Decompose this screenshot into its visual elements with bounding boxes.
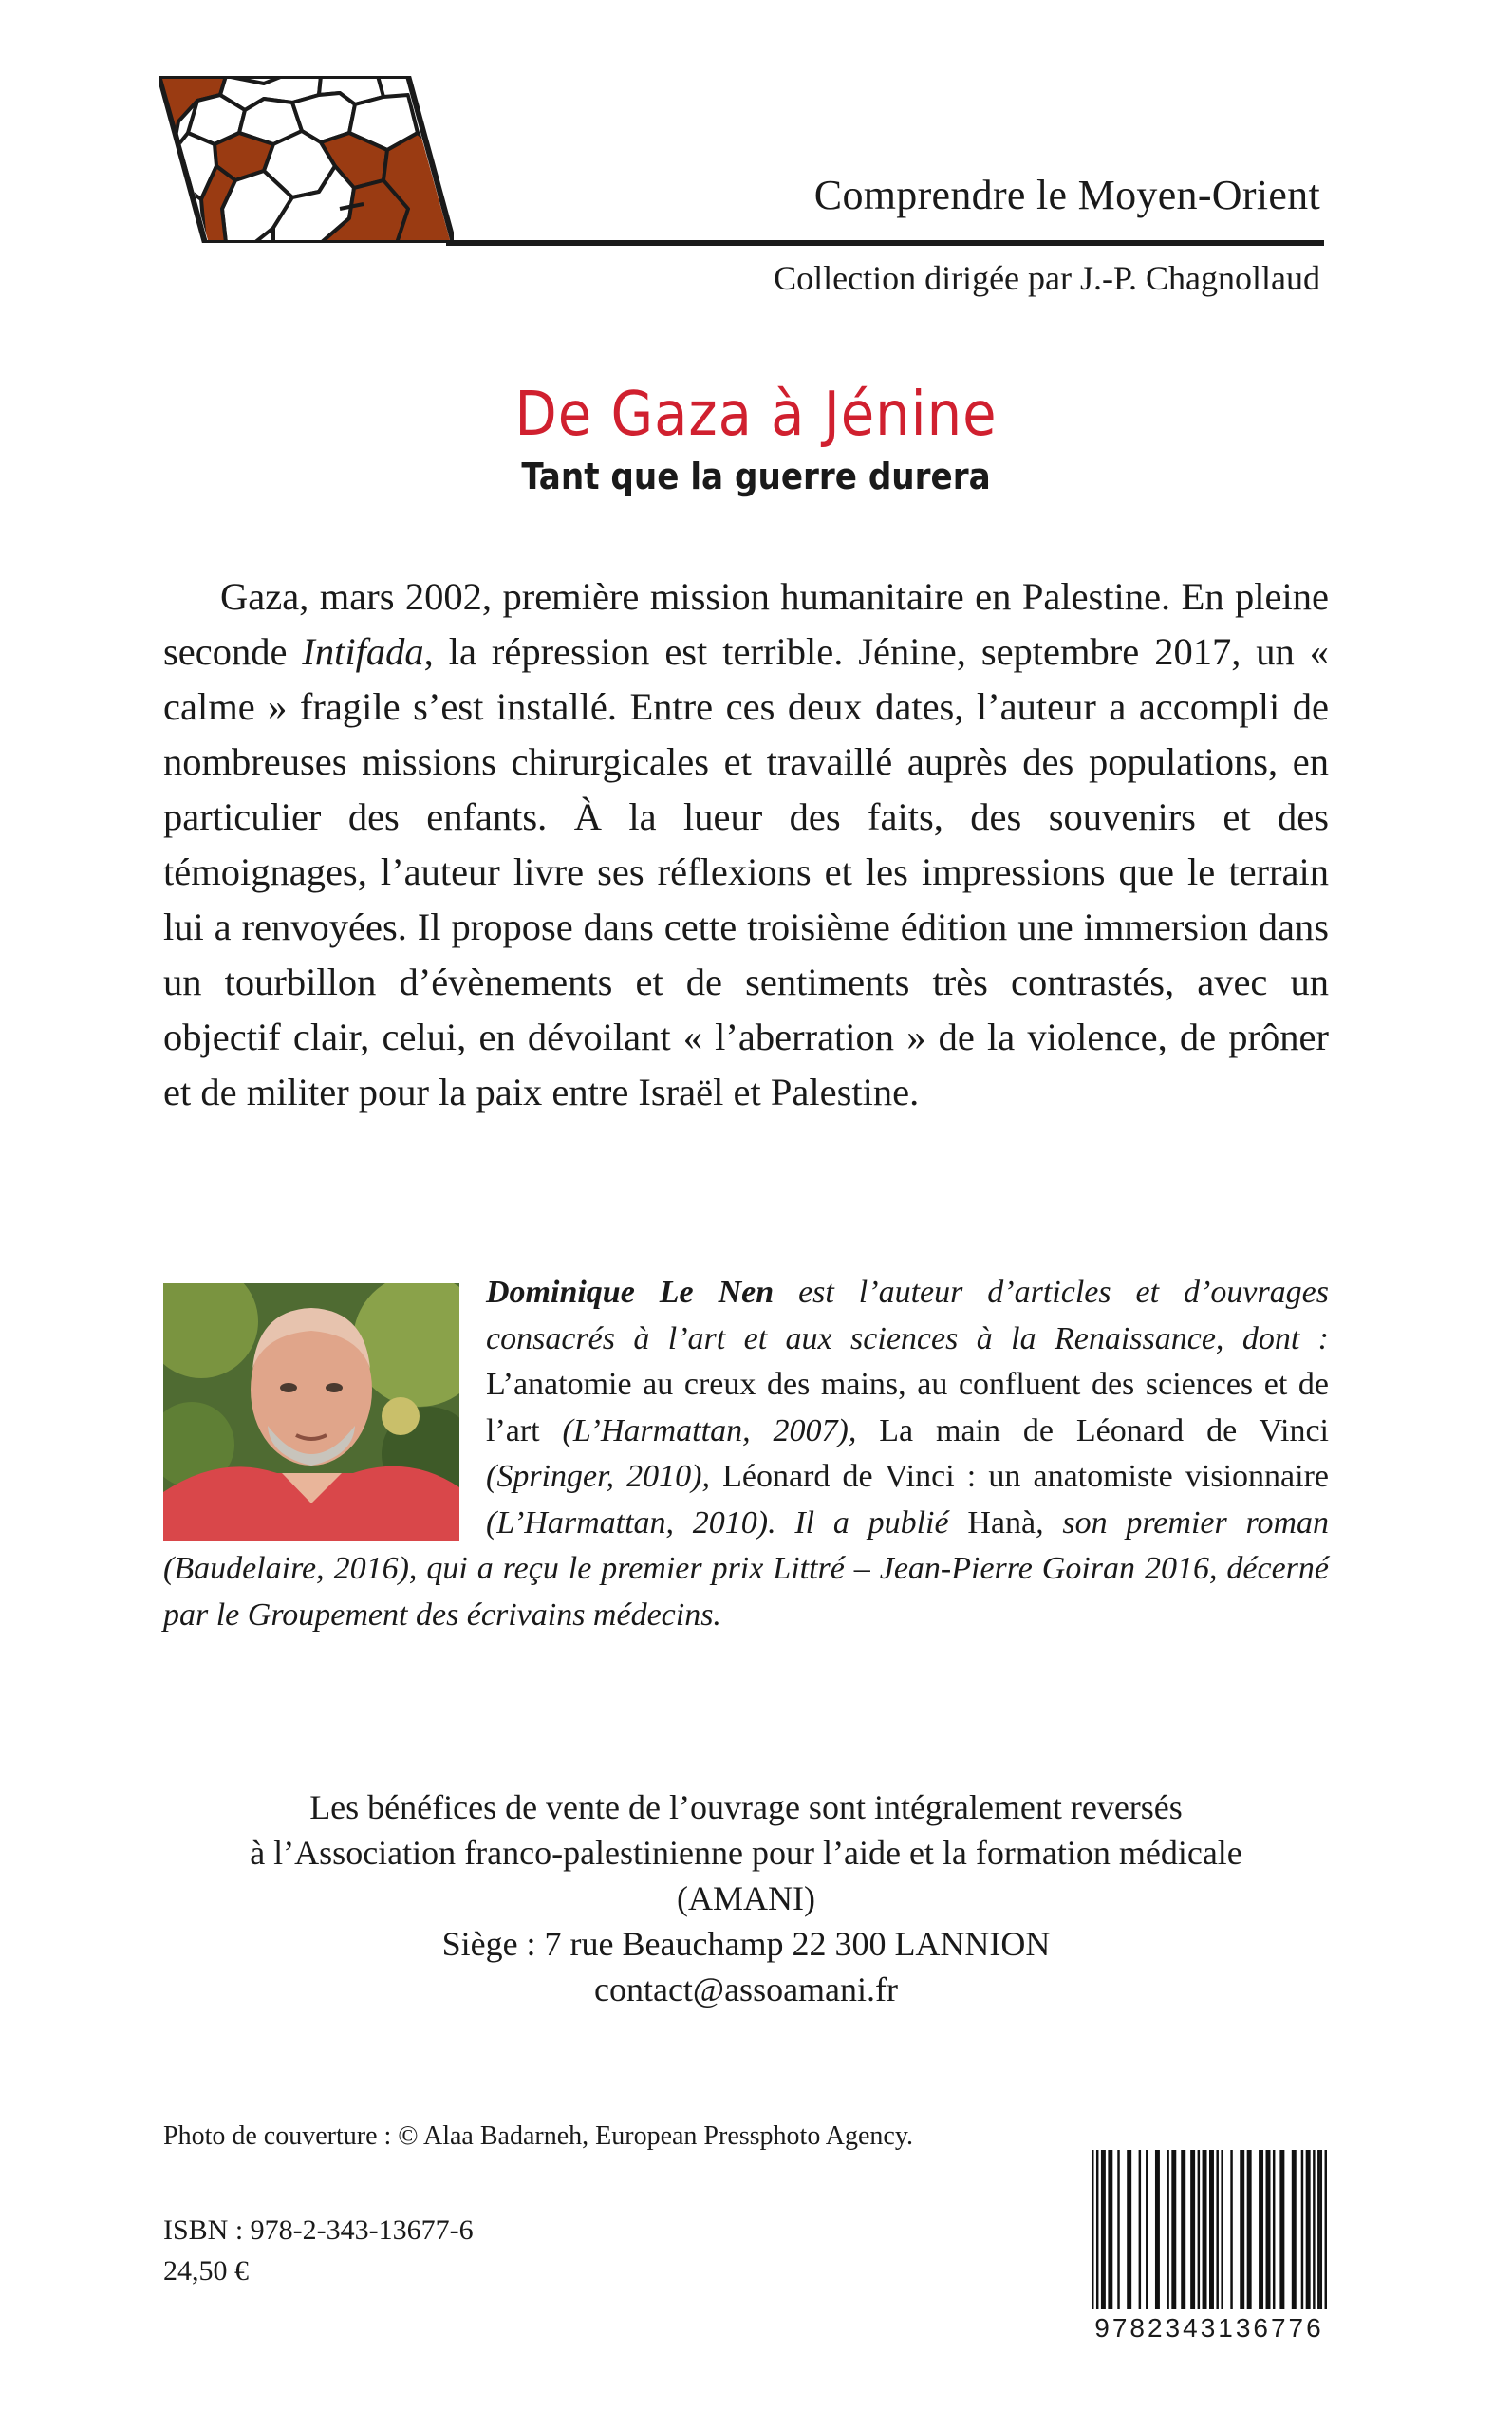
barcode-bar <box>1259 2150 1263 2309</box>
barcode-digits: 9782343136776 <box>1094 2313 1324 2343</box>
barcode-bar <box>1167 2150 1168 2309</box>
barcode-bar <box>1325 2150 1327 2309</box>
barcode-bar <box>1092 2150 1093 2309</box>
barcode-bar <box>1146 2150 1148 2309</box>
barcode-bar <box>1320 2150 1322 2309</box>
photo-float-spacer <box>163 1270 486 1545</box>
author-bio-text: est l’auteur d’articles et d’ouvrages consacrés à l’art et aux sciences à la Renaissance, dont : <box>486 1275 1329 1356</box>
author-work: L’anatomie au creux des mains, au confluent des sciences et de l’art <box>486 1367 1329 1448</box>
barcode-bar <box>1230 2150 1232 2309</box>
series-director: Collection dirigée par J.-P. Chagnollaud <box>774 259 1320 297</box>
author-work: La main de Léonard de Vinci <box>879 1412 1329 1448</box>
barcode-bar <box>1117 2150 1119 2309</box>
photo-credit: Photo de couverture : © Alaa Badarneh, European Pressphoto Agency. <box>163 2121 914 2151</box>
barcode-bar <box>1101 2150 1106 2309</box>
author-work: Léonard de Vinci : un anatomiste visionnaire <box>722 1459 1329 1494</box>
author-work: Hanà <box>967 1504 1036 1541</box>
barcode-icon <box>1090 2150 1329 2340</box>
barcode-bar <box>1317 2150 1319 2309</box>
barcode-bar <box>1301 2150 1303 2309</box>
book-title: De Gaza à Jénine <box>514 380 998 450</box>
barcode-bar <box>1221 2150 1223 2309</box>
blurb-italic: Intifada <box>302 630 424 673</box>
author-publisher: (Springer, 2010), <box>486 1459 723 1494</box>
barcode-bar <box>1266 2150 1271 2309</box>
association-line: Les bénéfices de vente de l’ouvrage sont intégralement reversés <box>309 1788 1183 1826</box>
blurb-paragraph <box>163 570 1329 1120</box>
association-email: contact@assoamani.fr <box>593 1970 899 2008</box>
author-bio <box>163 1270 1329 1638</box>
association-line: à l’Association franco-palestinienne pour l’aide et la formation médicale <box>250 1834 1242 1872</box>
blurb-text: , la répression est terrible. Jénine, septembre 2017, un « calme » fragile s’est installé. Entre ces deux dates, l’auteur a accompli de nombreuses missions chirurgicales et travaillé auprès des populations, en particulier des enfants. À la lueur des faits, des souvenirs et des témoignages, l’auteur livre ses réflexions et les impressions que le terrain lui a renvoyées. Il propose dans cette troisième édition une immersion dans un tourbillon d’évènements et de sentiments très contrastés, avec un objectif clair, celui, en dévoilant « l’aberration » de la violence, de prôner et de militer pour la paix entre Israël et Palestine. <box>163 630 1329 1113</box>
series-rule <box>446 240 1324 246</box>
isbn: ISBN : 978-2-343-13677-6 <box>163 2214 474 2246</box>
barcode-bar <box>1108 2150 1112 2309</box>
author-publisher: (L’Harmattan, 2007), <box>539 1412 880 1448</box>
author-name: Dominique Le Nen <box>486 1275 775 1310</box>
series-title: Comprendre le Moyen-Orient <box>813 172 1320 218</box>
barcode-bar <box>1190 2150 1195 2309</box>
price: 24,50 € <box>163 2255 249 2287</box>
barcode-bar <box>1155 2150 1160 2309</box>
book-subtitle: Tant que la guerre durera <box>521 456 991 497</box>
barcode-bar <box>1209 2150 1214 2309</box>
blurb-text: Gaza, mars 2002, première mission humanitaire en Palestine. En pleine seconde <box>163 575 1329 673</box>
barcode-bar <box>1306 2150 1311 2309</box>
barcode-bar <box>1096 2150 1098 2309</box>
barcode-bar <box>1273 2150 1275 2309</box>
barcode-bar <box>1127 2150 1131 2309</box>
barcode-bar <box>1181 2150 1185 2309</box>
author-bio-text: , son premier roman (Baudelaire, 2016), qui a reçu le premier prix Littré – Jean-Pierre Goiran 2016, décerné par le Groupement des écrivains médecins. <box>163 1504 1329 1633</box>
association-notice <box>163 1784 1329 2012</box>
barcode-bar <box>1198 2150 1200 2309</box>
barcode-bar <box>1279 2150 1284 2309</box>
barcode-bar <box>1292 2150 1297 2309</box>
barcode-bar <box>1240 2150 1244 2309</box>
barcode-bar <box>1247 2150 1252 2309</box>
barcode-bar <box>1171 2150 1176 2309</box>
middle-east-map-icon <box>159 76 454 243</box>
association-address: Siège : 7 rue Beauchamp 22 300 LANNION <box>441 1925 1051 1963</box>
author-publisher: (L’Harmattan, 2010). Il a publié <box>486 1504 968 1541</box>
barcode-bar <box>1216 2150 1218 2309</box>
barcode-bar <box>1313 2150 1315 2309</box>
barcode-bar <box>1203 2150 1207 2309</box>
association-line: (AMANI) <box>677 1879 815 1917</box>
barcode-bar <box>1139 2150 1141 2309</box>
